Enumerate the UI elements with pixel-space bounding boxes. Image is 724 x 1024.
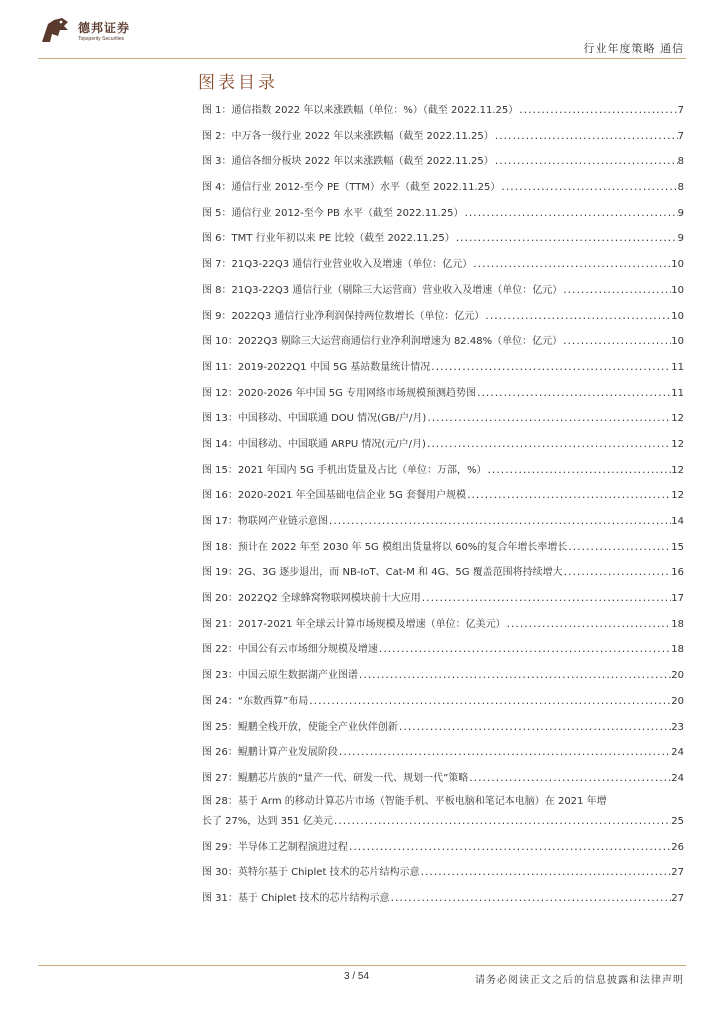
- toc-entry-page: 15: [671, 541, 684, 553]
- toc-dot-leader: [390, 887, 672, 912]
- toc-entry[interactable]: [202, 98, 684, 124]
- logo-chinese-name: 德邦证券: [78, 21, 131, 35]
- footer-divider: [38, 965, 686, 966]
- toc-entry-title: 图 17：物联网产业链示意图: [202, 516, 328, 527]
- page-header: [0, 0, 724, 62]
- toc-entry-title: 图 26：鲲鹏计算产业发展阶段: [202, 747, 338, 759]
- toc-entry-title: 图 23：中国云原生数据湖产业图谱: [202, 670, 358, 682]
- toc-entry-page: 18: [671, 644, 684, 656]
- page-number: 3 / 54: [344, 971, 370, 982]
- toc-entry-page: 23: [671, 721, 684, 733]
- toc-entry-title: 图 15：2021 年国内 5G 手机出货量及占比（单位：万部，%）: [202, 464, 487, 476]
- toc-entry-title: 图 4：通信行业 2012-至今 PE（TTM）水平（截至 2022.11.25）: [202, 182, 501, 194]
- toc-dot-leader: [468, 767, 671, 792]
- toc-entry-title: 图 10：2022Q3 剔除三大运营商通信行业净利润增速为 82.48%（单位：亿元）: [202, 336, 563, 348]
- toc-entry-page: 12: [671, 438, 684, 450]
- toc-entry-title: 图 3：通信各细分板块 2022 年以来涨跌幅（截至 2022.11.25）: [202, 156, 494, 168]
- toc-entry-title: 图 9：2022Q3 通信行业净利润保持两位数增长（单位：亿元）: [202, 310, 485, 322]
- toc-entry[interactable]: [202, 226, 684, 252]
- toc-entry[interactable]: [202, 432, 684, 458]
- toc-entry-page: 8: [677, 182, 684, 194]
- toc-entry[interactable]: [202, 381, 684, 407]
- toc-dot-leader: [500, 176, 677, 201]
- toc-dot-leader: [348, 836, 671, 861]
- toc-entry[interactable]: [202, 175, 684, 201]
- toc-entry-title: 图 16：2020-2021 年全国基础电信企业 5G 套餐用户规模: [202, 490, 467, 502]
- toc-entry-title: 图 7：21Q3-22Q3 通信行业营业收入及增速（单位：亿元）: [202, 259, 473, 271]
- toc-dot-leader: [487, 459, 672, 484]
- toc-entry[interactable]: [202, 835, 684, 861]
- toc-entry-page: 11: [671, 361, 684, 373]
- toc-entry-page: 10: [671, 259, 684, 271]
- toc-dot-leader: [484, 305, 671, 330]
- toc-dot-leader: [506, 613, 672, 638]
- toc-entry-title: 图 2：中万各一级行业 2022 年以来涨跌幅（截至 2022.11.25）: [202, 130, 494, 142]
- toc-dot-leader: [426, 433, 671, 458]
- toc-list: [202, 98, 684, 912]
- toc-entry[interactable]: [202, 483, 684, 509]
- toc-entry-page: 8: [677, 156, 684, 168]
- toc-dot-leader: [421, 587, 672, 612]
- toc-entry[interactable]: [202, 124, 684, 150]
- toc-entry[interactable]: [202, 509, 684, 535]
- toc-dot-leader: [562, 279, 671, 304]
- toc-entry-page: 12: [671, 464, 684, 476]
- toc-entry[interactable]: [202, 886, 684, 912]
- toc-entry[interactable]: [202, 586, 684, 612]
- toc-entry-title: 图 5：通信行业 2012-至今 PB 水平（截至 2022.11.25）: [202, 207, 464, 219]
- toc-entry[interactable]: [202, 663, 684, 689]
- toc-entry-title-continued: 长了 27%，达到 351 亿美元: [202, 815, 333, 827]
- toc-entry-page: 10: [671, 336, 684, 348]
- company-logo: [38, 14, 188, 48]
- toc-entry[interactable]: [202, 740, 684, 766]
- toc-entry-title: 图 28：基于 Arm 的移动计算芯片市场（智能手机、平板电脑和笔记本电脑）在 2021 年增: [202, 795, 607, 807]
- toc-entry-page: 11: [671, 387, 684, 399]
- toc-dot-leader: [308, 690, 671, 715]
- toc-entry-page: 20: [671, 695, 684, 707]
- report-category: 行业年度策略 通信: [583, 42, 684, 55]
- toc-entry-page: 16: [671, 567, 684, 579]
- toc-dot-leader: [466, 484, 671, 509]
- toc-entry[interactable]: [202, 458, 684, 484]
- toc-entry-page: 25: [671, 815, 684, 827]
- toc-entry-title: 图 30：英特尔基于 Chiplet 技术的芯片结构示意: [202, 867, 420, 879]
- toc-entry-title: 图 13：中国移动、中国联通 DOU 情况(GB/户/月): [202, 413, 427, 425]
- toc-dot-leader: [328, 510, 671, 535]
- toc-entry[interactable]: [202, 689, 684, 715]
- toc-entry-title: 图 18：预计在 2022 年至 2030 年 5G 模组出货量将以 60%的复合年增长率增长: [202, 541, 568, 553]
- toc-entry-page: 26: [671, 841, 684, 853]
- toc-dot-leader: [563, 561, 672, 586]
- logo-english-name: Topsperity Securities: [78, 36, 125, 42]
- toc-entry-title: 图 19：2G、3G 逐步退出，而 NB-IoT、Cat-M 和 4G、5G 覆盖范围将持续增大: [202, 567, 563, 579]
- toc-entry[interactable]: [202, 252, 684, 278]
- toc-entry-title: 图 22：中国公有云市场细分规模及增速: [202, 644, 378, 656]
- toc-dot-leader: [338, 741, 671, 766]
- toc-entry[interactable]: [202, 560, 684, 586]
- toc-entry[interactable]: [202, 329, 684, 355]
- toc-dot-leader: [476, 382, 671, 407]
- toc-dot-leader: [426, 407, 671, 432]
- toc-dot-leader: [562, 330, 671, 355]
- toc-entry-page: 12: [671, 490, 684, 502]
- toc-entry-page: 10: [671, 310, 684, 322]
- toc-entry-page: 18: [671, 618, 684, 630]
- toc-entry-title: 图 8：21Q3-22Q3 通信行业（剔除三大运营商）营业收入及增速（单位：亿元）: [202, 284, 563, 296]
- toc-entry[interactable]: [202, 766, 684, 792]
- toc-entry[interactable]: [202, 715, 684, 741]
- toc-entry-title: 图 27：鲲鹏芯片族的“量产一代、研发一代、规划一代”策略: [202, 772, 469, 784]
- toc-entry-page: 9: [677, 233, 684, 245]
- toc-entry-title: 图 6：TMT 行业年初以来 PE 比较（截至 2022.11.25）: [202, 233, 455, 245]
- toc-entry-title: 图 31：基于 Chiplet 技术的芯片结构示意: [202, 892, 390, 904]
- toc-entry[interactable]: [202, 637, 684, 663]
- toc-entry-title: 图 25：鲲鹏全栈开放，使能全产业伙伴创新: [202, 721, 398, 733]
- toc-entry-page: 7: [677, 130, 684, 142]
- toc-entry-title: 图 12：2020-2026 年中国 5G 专用网络市场规模预测趋势图: [202, 387, 477, 399]
- toc-entry-title: 图 24：“东数西算”布局: [202, 695, 309, 707]
- toc-entry-page: 20: [671, 670, 684, 682]
- toc-entry[interactable]: [202, 278, 684, 304]
- toc-dot-leader: [518, 99, 677, 124]
- toc-entry[interactable]: [202, 792, 684, 835]
- toc-entry-page: 24: [671, 747, 684, 759]
- toc-entry[interactable]: [202, 406, 684, 432]
- toc-entry-title: 图 29：半导体工艺制程演进过程: [202, 841, 348, 853]
- toc-entry-page: 12: [671, 413, 684, 425]
- toc-entry-page: 27: [671, 867, 684, 879]
- toc-entry[interactable]: [202, 201, 684, 227]
- toc-entry-page: 9: [677, 207, 684, 219]
- toc-dot-leader: [398, 716, 671, 741]
- toc-dot-leader: [463, 202, 677, 227]
- toc-entry-title: 图 1：通信指数 2022 年以来涨跌幅（单位：%）（截至 2022.11.25）: [202, 105, 519, 116]
- toc-dot-leader: [420, 861, 672, 886]
- header-divider: [38, 58, 686, 59]
- toc-dot-leader: [358, 664, 671, 689]
- toc-entry-page: 17: [671, 593, 684, 605]
- toc-entry-page: 7: [677, 105, 684, 116]
- toc-entry-page: 24: [671, 772, 684, 784]
- toc-entry-title: 图 14：中国移动、中国联通 ARPU 情况(元/户/月): [202, 438, 426, 450]
- toc-title: 图表目录: [198, 73, 278, 93]
- toc-entry[interactable]: [202, 304, 684, 330]
- toc-entry-page: 27: [671, 892, 684, 904]
- toc-entry-page: 14: [671, 516, 684, 527]
- toc-entry[interactable]: [202, 860, 684, 886]
- toc-entry-title: 图 21：2017-2021 年全球云计算市场规模及增速（单位：亿美元）: [202, 618, 506, 630]
- toc-dot-leader: [494, 150, 678, 175]
- toc-dot-leader: [430, 356, 671, 381]
- toc-entry-page: 10: [671, 284, 684, 296]
- toc-dot-leader: [567, 536, 671, 561]
- toc-dot-leader: [494, 125, 678, 150]
- logo-mark-icon: [38, 14, 72, 48]
- toc-entry[interactable]: [202, 149, 684, 175]
- toc-dot-leader: [333, 812, 671, 832]
- toc-entry[interactable]: [202, 612, 684, 638]
- toc-entry[interactable]: [202, 535, 684, 561]
- legal-disclaimer: 请务必阅读正文之后的信息披露和法律声明: [475, 975, 684, 986]
- toc-entry[interactable]: [202, 355, 684, 381]
- toc-entry-title: 图 11：2019-2022Q1 中国 5G 基站数量统计情况: [202, 361, 431, 373]
- toc-dot-leader: [455, 227, 678, 252]
- toc-dot-leader: [378, 638, 671, 663]
- toc-entry-title: 图 20：2022Q2 全球蜂窝物联网模块前十大应用: [202, 593, 421, 605]
- toc-dot-leader: [472, 253, 671, 278]
